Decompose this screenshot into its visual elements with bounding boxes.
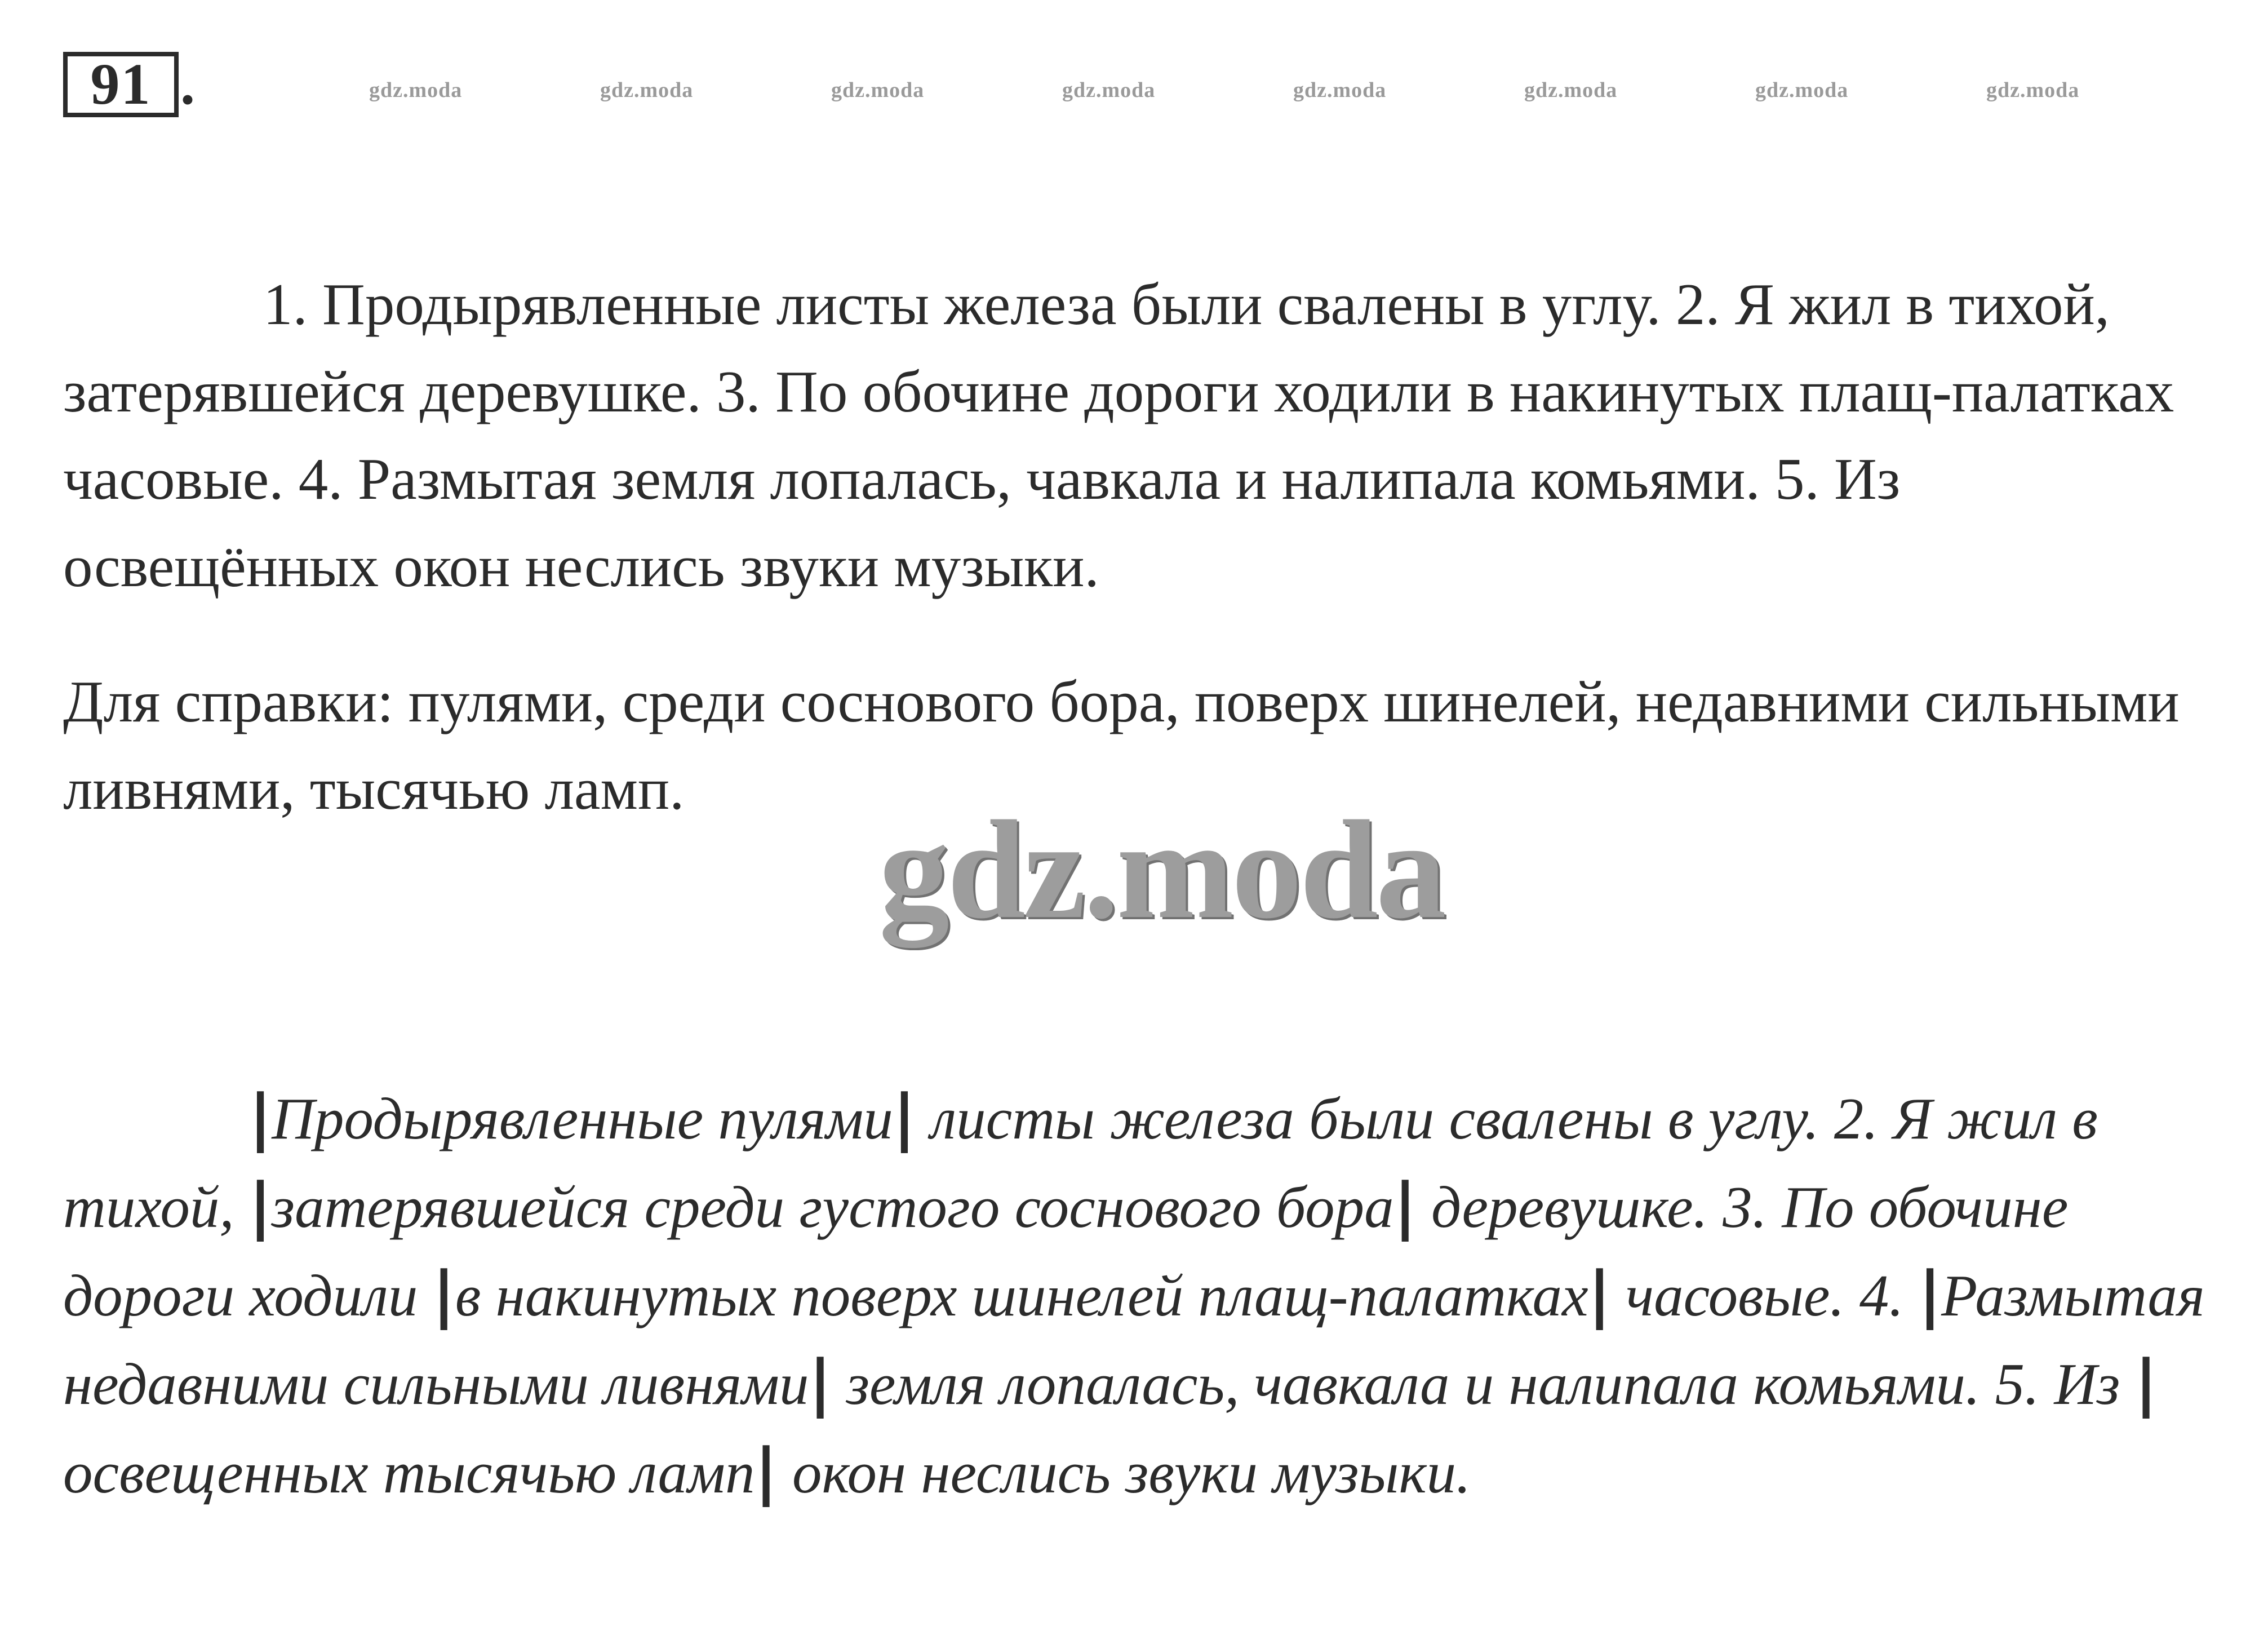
phrase-boundary-mark: | <box>893 1081 916 1153</box>
phrase-boundary-mark: | <box>809 1346 832 1419</box>
answer-text <box>63 1074 2233 1516</box>
answer-text-segment: деревушке. 3. По обочине дороги ходили <box>63 1174 2069 1328</box>
phrase-boundary-mark: | <box>1918 1258 1942 1330</box>
answer-text-segment: листы железа были свалены в углу. 2. Я жил в тихой, <box>63 1086 2098 1240</box>
phrase-boundary-mark: | <box>2134 1346 2158 1419</box>
watermark-small: gdz.moda <box>369 78 463 102</box>
answer-text-segment: часовые. 4. <box>1610 1262 1919 1328</box>
watermark-small: gdz.moda <box>600 78 694 102</box>
phrase-boundary-mark: | <box>1588 1258 1611 1330</box>
phrase-boundary-mark: | <box>1393 1169 1417 1242</box>
watermark-small: gdz.moda <box>1524 78 1618 102</box>
participial-phrase: Размытая недавними сильными ливнями <box>63 1262 2205 1417</box>
watermark-small: gdz.moda <box>1986 78 2080 102</box>
watermark-small: gdz.moda <box>1293 78 1387 102</box>
task-sentences: 1. Продырявленные листы железа были свалены в углу. 2. Я жил в тихой, затерявшейся деревушке. 3. По обочине дороги ходили в накинутых плащ-палатках часовые. 4. Размытая земля лопалась, чавкала и налипала комьями. 5. Из освещённых окон неслись звуки музыки. <box>63 271 2174 599</box>
phrase-boundary-mark: | <box>248 1169 272 1242</box>
watermark-small: gdz.moda <box>1755 78 1849 102</box>
reference-words: Для справки: пулями, среди соснового бора, поверх шинелей, недавними сильными ливнями, тысячью ламп. <box>63 668 2180 822</box>
watermark-small: gdz.moda <box>831 78 925 102</box>
phrase-boundary-mark: | <box>754 1435 778 1507</box>
exercise-number-dot: . <box>180 52 195 117</box>
watermark-small: gdz.moda <box>1062 78 1156 102</box>
watermark-row <box>0 78 2268 112</box>
answer-text-segment: земля лопалась, чавкала и налипала комьями. 5. Из <box>831 1351 2135 1417</box>
exercise-number: 91 <box>63 52 179 117</box>
participial-phrase: Продырявленные пулями <box>272 1086 893 1151</box>
phrase-boundary-mark: | <box>432 1258 455 1330</box>
participial-phrase: в накинутых поверх шинелей плащ-палатках <box>455 1262 1588 1328</box>
participial-phrase: освещенных тысячью ламп <box>63 1439 755 1505</box>
watermark-large: gdz.moda <box>879 792 1444 948</box>
task-text <box>63 260 2221 610</box>
participial-phrase: затерявшейся среди густого соснового бора <box>272 1174 1394 1240</box>
answer-text-segment: окон неслись звуки музыки. <box>777 1439 1471 1505</box>
phrase-boundary-mark: | <box>249 1081 272 1153</box>
